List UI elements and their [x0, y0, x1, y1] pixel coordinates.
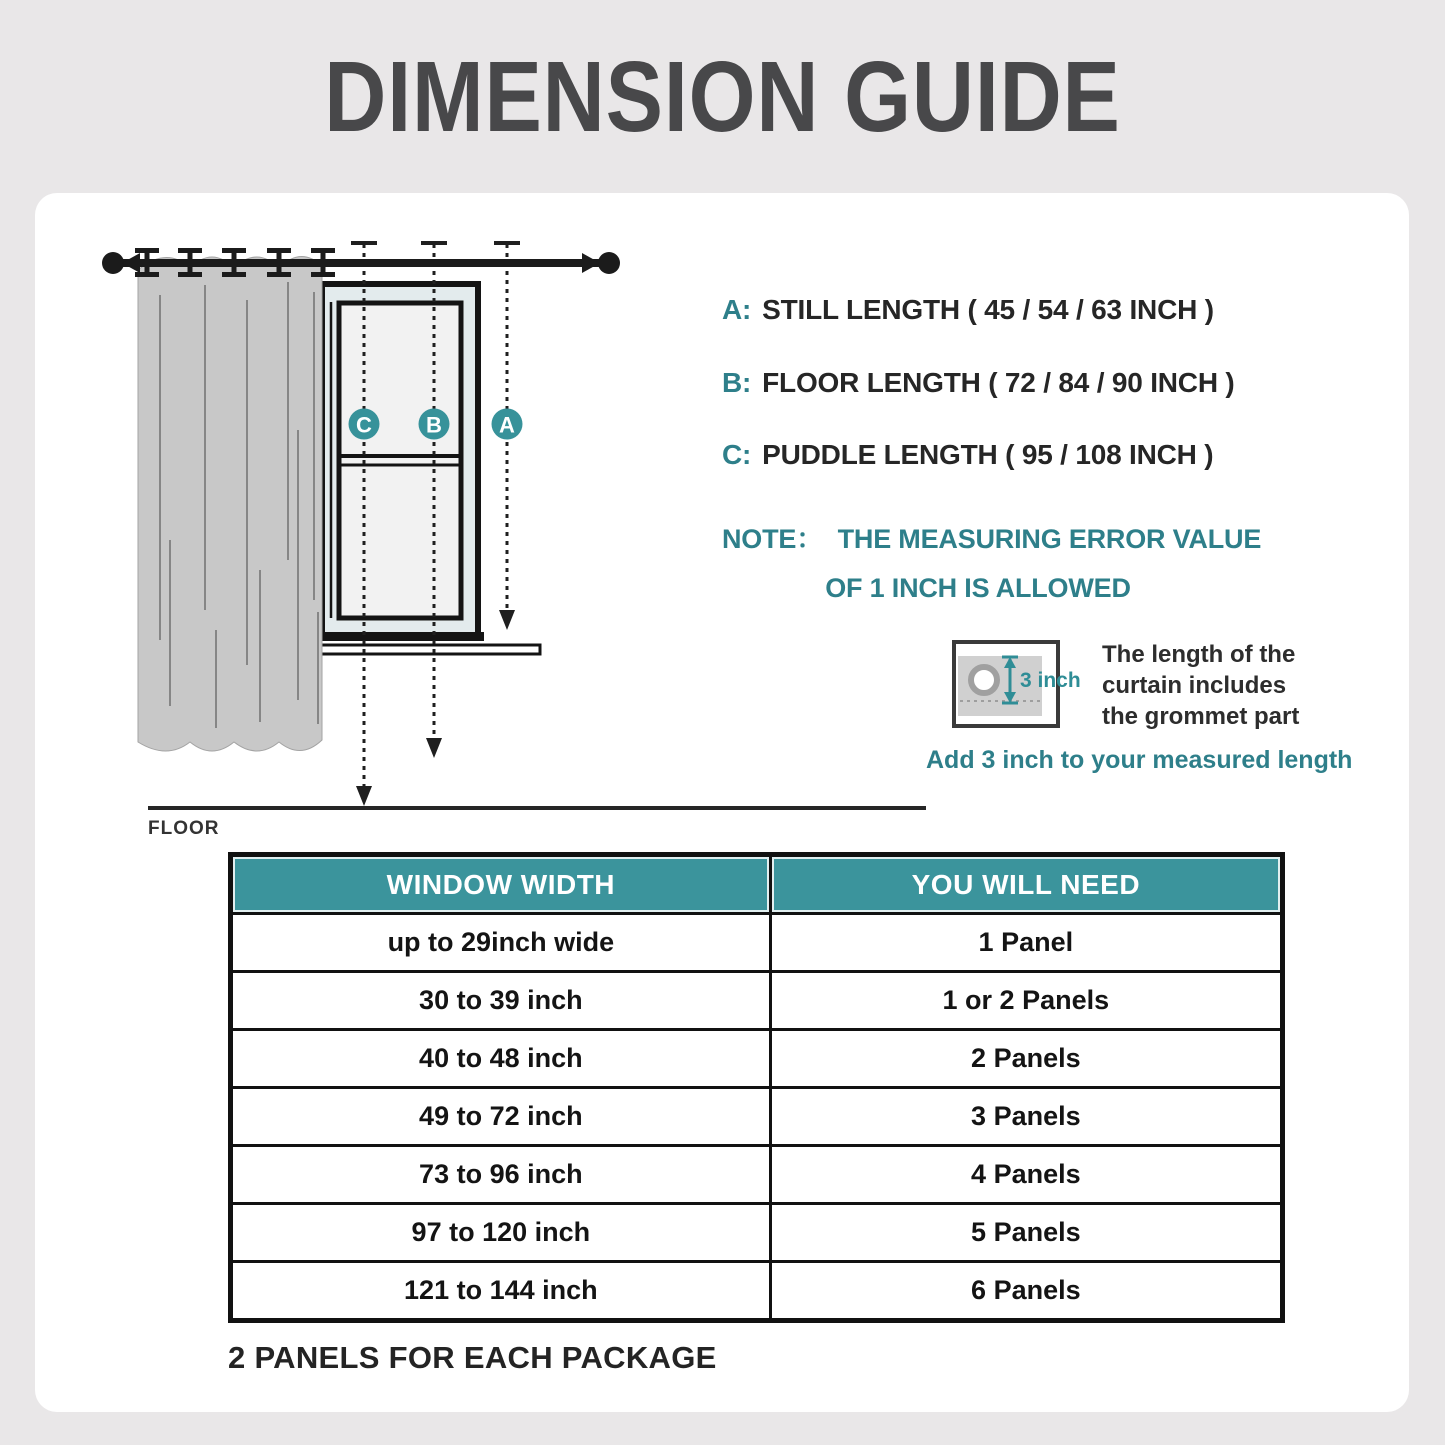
- length-spec-c: [722, 439, 1213, 475]
- grommet-tip: Add 3 inch to your measured length: [926, 746, 1353, 774]
- grommet-description: [1102, 639, 1342, 732]
- window-width-cell: 40 to 48 inch: [231, 1030, 771, 1088]
- window-width-cell: 121 to 144 inch: [231, 1262, 771, 1321]
- marker-badges: [349, 409, 523, 440]
- window-width-cell: 73 to 96 inch: [231, 1146, 771, 1204]
- table-row: [231, 972, 1283, 1030]
- panels-needed-cell: 1 or 2 Panels: [770, 972, 1282, 1030]
- table-row: [231, 1262, 1283, 1321]
- panels-needed-cell: 2 Panels: [770, 1030, 1282, 1088]
- grommet-diagram: [945, 634, 1095, 736]
- grommet-description-line-2: curtain includes: [1102, 672, 1287, 699]
- note-line-1: NOTE： THE MEASURING ERROR VALUE: [722, 524, 1262, 554]
- length-spec-c-prefix: C:: [722, 439, 752, 470]
- panels-needed-cell: 3 Panels: [770, 1088, 1282, 1146]
- length-spec-b-prefix: B:: [722, 367, 752, 398]
- table-header-row: [231, 855, 1283, 914]
- panels-needed-cell: 5 Panels: [770, 1204, 1282, 1262]
- table-row: [231, 1204, 1283, 1262]
- measuring-note: [722, 517, 1262, 604]
- length-spec-a-text: STILL LENGTH ( 45 / 54 / 63 INCH ): [762, 294, 1214, 325]
- grommet-measure-label: 3 inch: [1020, 669, 1081, 692]
- length-spec-b: [722, 367, 1235, 403]
- package-footnote: 2 PANELS FOR EACH PACKAGE: [228, 1340, 717, 1375]
- marker-c-label: C: [356, 412, 372, 438]
- table-row: [231, 1088, 1283, 1146]
- panel-size-table: [228, 852, 1285, 1323]
- table-header-you-will-need: YOU WILL NEED: [770, 855, 1282, 914]
- marker-b-label: B: [426, 412, 442, 438]
- window-width-cell: 30 to 39 inch: [231, 972, 771, 1030]
- panels-needed-cell: 4 Panels: [770, 1146, 1282, 1204]
- floor: [148, 808, 926, 839]
- window-width-cell: 97 to 120 inch: [231, 1204, 771, 1262]
- grommet-ring: [971, 667, 997, 693]
- page-title: DIMENSION GUIDE: [324, 41, 1121, 153]
- floor-label: FLOOR: [148, 818, 220, 839]
- marker-a-label: A: [499, 412, 515, 438]
- panels-needed-cell: 6 Panels: [770, 1262, 1282, 1321]
- length-spec-b-text: FLOOR LENGTH ( 72 / 84 / 90 INCH ): [762, 367, 1235, 398]
- length-spec-a-prefix: A:: [722, 294, 752, 325]
- length-spec-a: [722, 294, 1214, 330]
- panels-needed-cell: 1 Panel: [770, 914, 1282, 972]
- curtain-rod: [102, 248, 620, 277]
- grommet-description-line-1: The length of the: [1102, 641, 1296, 668]
- length-spec-c-text: PUDDLE LENGTH ( 95 / 108 INCH ): [762, 439, 1214, 470]
- window-width-cell: up to 29inch wide: [231, 914, 771, 972]
- table-header-window-width: WINDOW WIDTH: [231, 855, 771, 914]
- note-line-2: OF 1 INCH IS ALLOWED: [825, 573, 1131, 603]
- window-width-cell: 49 to 72 inch: [231, 1088, 771, 1146]
- table-row: [231, 1146, 1283, 1204]
- table-row: [231, 1030, 1283, 1088]
- curtain-illustration: [138, 256, 322, 751]
- grommet-description-line-3: the grommet part: [1102, 703, 1300, 730]
- table-row: [231, 914, 1283, 972]
